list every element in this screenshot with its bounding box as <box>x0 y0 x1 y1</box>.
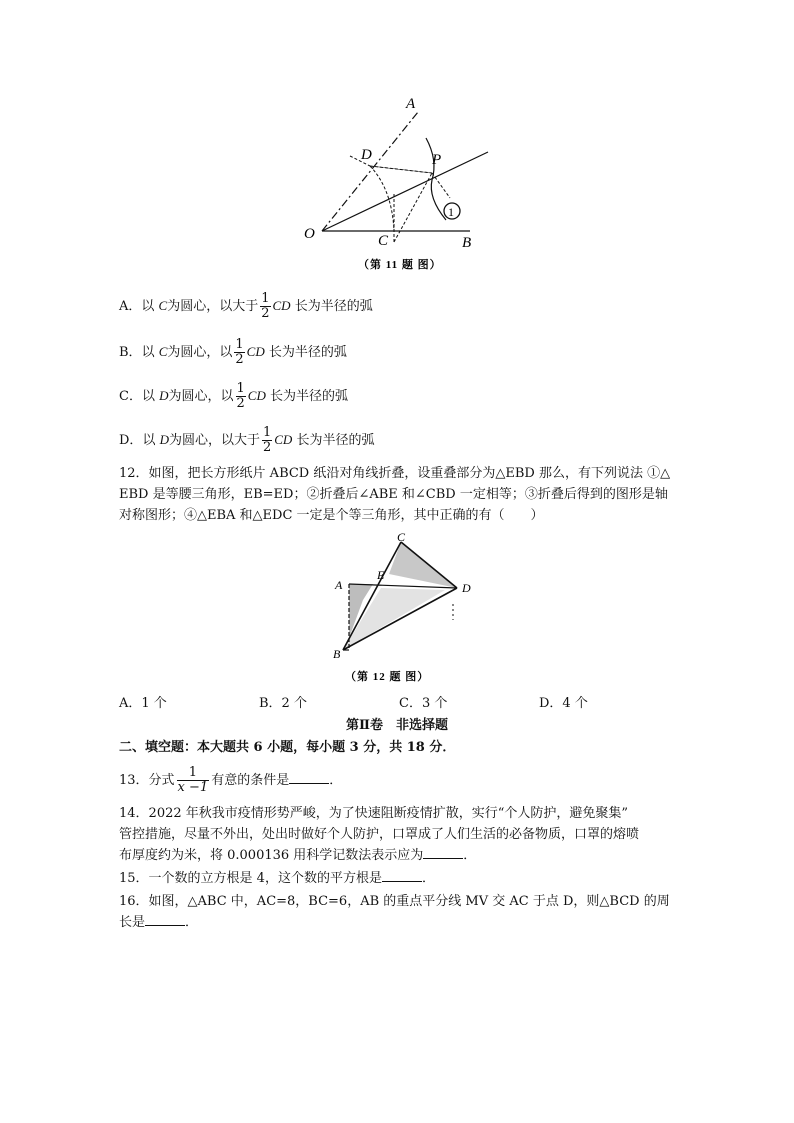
label-circled-1: 1 <box>448 205 454 219</box>
q15: 15．一个数的立方根是 4，这个数的平方根是 ． <box>119 871 435 886</box>
fig12-caption: （第 12 题 图） <box>345 671 430 683</box>
label-b: B <box>462 235 472 251</box>
q12-option-d: D．4 个 <box>539 696 588 711</box>
q12-option-a: A．1 个 <box>119 696 167 711</box>
answer-blank[interactable] <box>289 771 329 784</box>
fraction-1-over-x-minus-1: $\frac{1}{x -1}$ <box>177 765 209 795</box>
ray-op <box>322 152 488 231</box>
label-a: A <box>406 96 416 112</box>
label-c: C <box>378 233 389 249</box>
q12-line-2: EBD 是等腰三角形，EB=ED；②折叠后∠ABE 和∠CBD 一定相等；③折叠后得到的图形是轴 <box>119 487 668 502</box>
q12-line-3: 对称图形；④△EBA 和△EDC 一定是个等三角形，其中正确的有（ ） <box>119 508 544 523</box>
q16-line-2: 长是 ． <box>119 915 199 930</box>
label-d: D <box>361 147 372 163</box>
fraction-half: $\frac{1}{2}$ <box>262 425 272 455</box>
q11-option-c: C．以 D为圆心，以 $\frac{1}{2}$ CD 长为半径的弧 <box>119 381 348 411</box>
fraction-half: $\frac{1}{2}$ <box>235 337 244 367</box>
figure-11 <box>300 94 500 272</box>
q11-option-b: B．以 C为圆心，以 $\frac{1}{2}$ CD 长为半径的弧 <box>119 337 347 367</box>
shaded-top-triangle <box>389 542 457 588</box>
dash-mid <box>370 166 432 173</box>
fraction-half: $\frac{1}{2}$ <box>261 291 270 321</box>
label-o: O <box>304 226 315 242</box>
fraction-half: $\frac{1}{2}$ <box>236 381 245 411</box>
label-p: P <box>432 152 442 168</box>
q12-option-c: C．3 个 <box>399 696 448 711</box>
label-d: D <box>462 581 471 595</box>
q14-line-3: 布厚度约为米，将 0.000136 用科学记数法表示应为 ． <box>119 848 477 863</box>
q14-line-1: 14．2022 年秋我市疫情形势严峻，为了快速阻断疫情扩散，实行“个人防护，避免聚集” <box>119 806 629 821</box>
answer-blank[interactable] <box>145 913 185 926</box>
q16-line-1: 16．如图，△ABC 中，AC=8，BC=6，AB 的重点平分线 MV 交 AC 于点 D，则△BCD 的周 <box>119 894 670 909</box>
q12-line-1: 12．如图，把长方形纸片 ABCD 纸沿对角线折叠，设重叠部分为△EBD 那么，有下列说法 ①△ <box>119 466 671 481</box>
label-e: E <box>377 568 385 582</box>
label-c: C <box>397 530 406 544</box>
q13: 13．分式 $\frac{1}{x -1}$ 有意的条件是 ． <box>119 765 343 795</box>
answer-blank[interactable] <box>382 869 422 882</box>
part-2-heading: 二、填空题：本大题共 6 小题，每小题 3 分，共 18 分． <box>119 740 456 755</box>
answer-blank[interactable] <box>423 846 463 859</box>
figure-12 <box>325 530 485 688</box>
q14-line-2: 管控措施，尽量不外出，处出时做好个人防护，口罩成了人们生活的必备物质，口罩的熔喷 <box>119 827 640 842</box>
ray-oa <box>322 112 418 231</box>
q11-option-d: D．以 D为圆心，以大于 $\frac{1}{2}$ CD 长为半径的弧 <box>119 425 375 455</box>
q11-option-a: A．以 C为圆心，以大于 $\frac{1}{2}$ CD 长为半径的弧 <box>119 291 373 321</box>
section-2-title: 第Ⅱ卷 非选择题 <box>346 718 448 733</box>
label-a: A <box>335 578 343 592</box>
label-b: B <box>333 647 341 661</box>
fig11-caption: （第 11 题 图） <box>358 259 442 271</box>
q12-option-b: B．2 个 <box>259 696 307 711</box>
